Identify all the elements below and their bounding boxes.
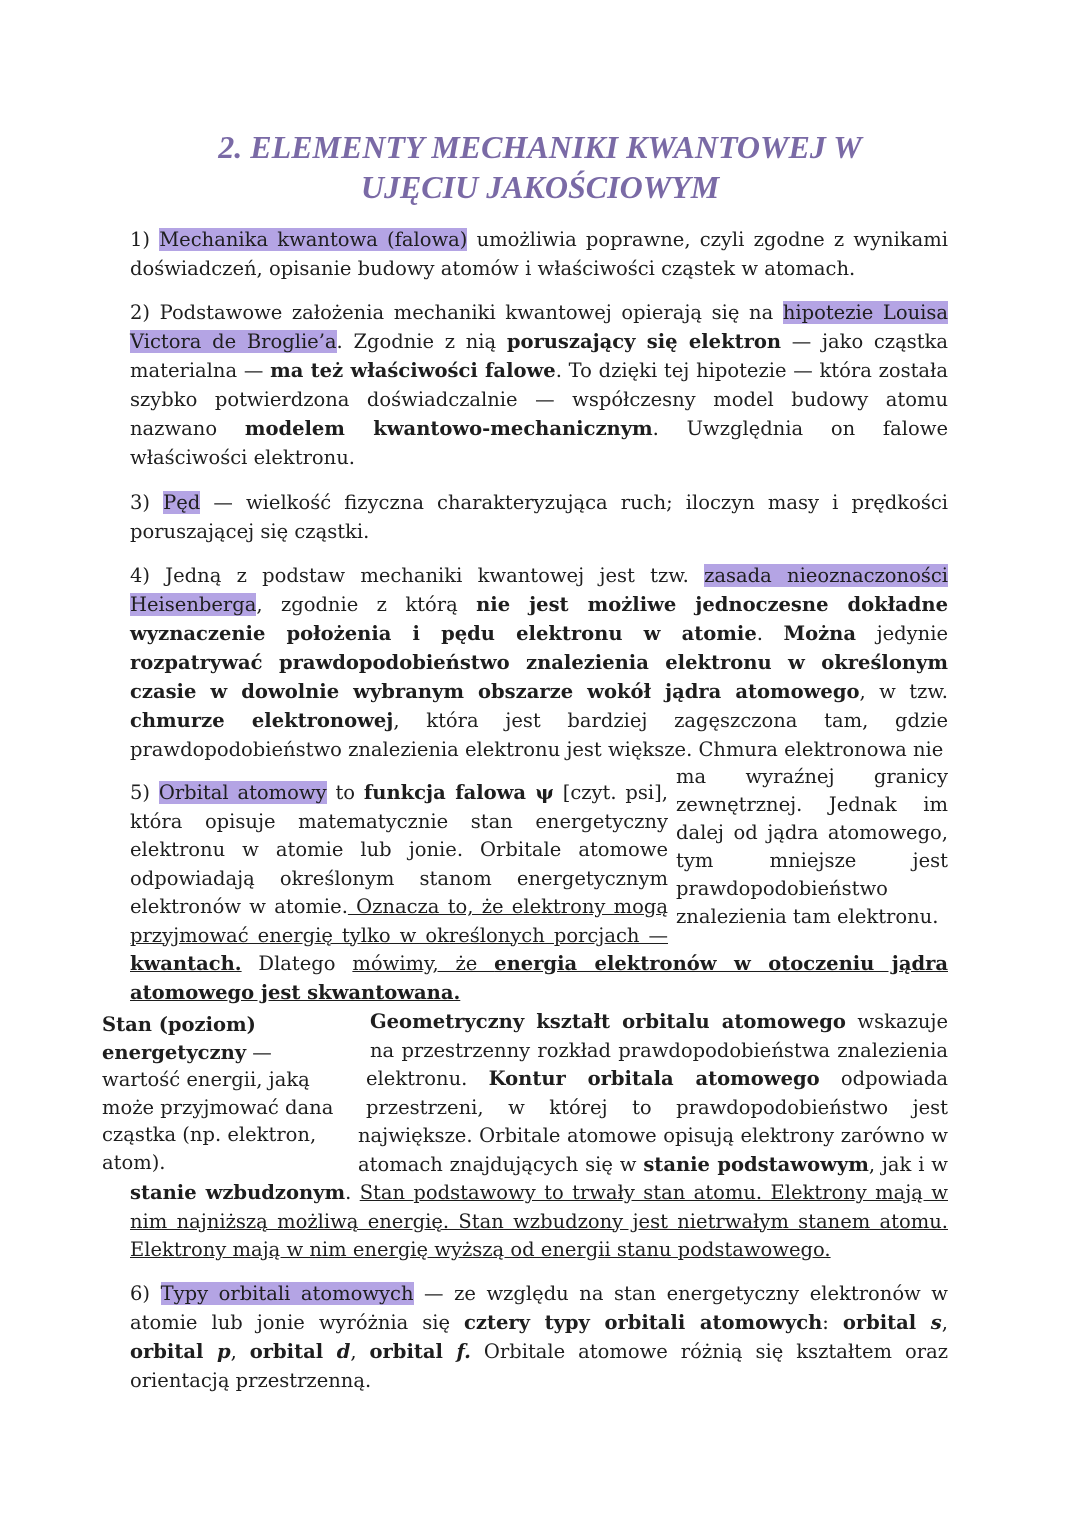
orbital-letter: d bbox=[336, 1340, 351, 1363]
orbital-letter: s bbox=[930, 1311, 942, 1334]
bold-text: stanie wzbudzonym bbox=[130, 1181, 346, 1204]
sidebar-note: ma wyraźnej granicy zewnętrznej. Jednak im dalej od jądra atomowego, tym mniejsze jest prawdopodobieństwo znalezienia tam elektronu. bbox=[676, 765, 948, 928]
bold-text: Można bbox=[783, 622, 856, 645]
paragraph-4 bbox=[130, 561, 948, 764]
bold-text: modelem kwantowo-mechanicznym bbox=[244, 417, 653, 440]
bold-underlined-text: kwantach. bbox=[130, 952, 242, 975]
paragraph-text: , bbox=[230, 1340, 250, 1363]
paragraph-text: umożliwia poprawne, czyli zgodne z wynikami doświadczeń, opisanie budowy atomów i właściwości cząstek w atomach. bbox=[130, 228, 949, 280]
paragraph-5 bbox=[130, 765, 948, 1007]
highlight-term: Typy orbitali atomowych bbox=[160, 1282, 414, 1305]
paragraph-text: — ze względu na stan energetyczny elektronów w atomie lub jonie wyróżnia się bbox=[130, 1282, 948, 1334]
item-number: 3) bbox=[130, 491, 164, 514]
bold-text: orbital bbox=[369, 1340, 457, 1363]
paragraph-text: [czyt. psi], która opisuje matematycznie stan energetyczny elektronu w atomie lub jonie. Orbitale atomowe odpowiadają określonym stanom energetycznym elektronów w atomie. bbox=[130, 781, 668, 918]
highlight-term: hipotezie Louisa Victora de Broglie’a bbox=[130, 301, 948, 353]
bold-text: stanie podstawowym bbox=[643, 1152, 869, 1176]
paragraph-text: . Zgodnie z nią bbox=[336, 330, 507, 353]
paragraph-text: : bbox=[822, 1311, 843, 1334]
bold-text: cztery typy orbitali atomowych bbox=[464, 1311, 823, 1334]
paragraph-text: 4) Jedną z podstaw mechaniki kwantowej jest tzw. bbox=[130, 564, 705, 587]
item-number: 1) bbox=[130, 228, 160, 251]
paragraph-text: odpowiada przestrzeni, w której to prawdopodobieństwo jest największe. Orbitale atomowe opisują elektrony zarówno w atomach znajdujących się w bbox=[358, 1067, 949, 1176]
paragraph-text: . bbox=[756, 622, 784, 645]
bold-text: orbital bbox=[130, 1340, 217, 1363]
item-number: 6) bbox=[130, 1282, 161, 1305]
highlight-term: zasada nieoznaczoności Heisenberga bbox=[130, 564, 948, 616]
paragraph-text: — wielkość fizyczna charakteryzująca ruch; iloczyn masy i prędkości poruszającej się cząstki. bbox=[130, 491, 949, 543]
item-number: 5) bbox=[130, 781, 159, 804]
bold-text: nie jest możliwe jednoczesne dokładne wyznaczenie położenia i pędu elektronu w atomie bbox=[130, 593, 948, 645]
paragraph-text: , zgodnie z którą bbox=[256, 593, 477, 616]
highlight-term: Orbital atomowy bbox=[158, 781, 327, 804]
paragraph-3 bbox=[130, 488, 948, 546]
highlight-term: Mechanika kwantowa (falowa) bbox=[159, 228, 468, 251]
highlight-term: Pęd bbox=[163, 491, 201, 514]
orbital-letter: p bbox=[216, 1340, 231, 1363]
bold-text: orbital bbox=[249, 1340, 337, 1363]
bold-text: poruszający się elektron bbox=[506, 330, 782, 353]
title-line-1: 2. ELEMENTY MECHANIKI KWANTOWEJ W bbox=[218, 129, 862, 165]
paragraph-1 bbox=[130, 225, 948, 283]
underlined-text: Oznacza to, że elektrony mogą przyjmować energię tylko w określonych porcjach — bbox=[130, 895, 668, 947]
paragraph-text: , w tzw. bbox=[859, 680, 948, 703]
paragraph-text: Orbitale atomowe różnią się kształtem oraz orientacją przestrzenną. bbox=[130, 1340, 948, 1392]
page-title bbox=[130, 127, 950, 207]
float-spacer bbox=[130, 1008, 370, 1168]
orbital-letter: f. bbox=[456, 1340, 471, 1363]
definition-term: Stan (poziom) energetyczny bbox=[102, 1013, 256, 1064]
paragraph-text: 2) Podstawowe założenia mechaniki kwantowej opierają się na bbox=[130, 301, 783, 324]
paragraph-text: , która jest bardziej zagęszczona tam, gdzie prawdopodobieństwo znalezienia elektronu jest większe. Chmura elektronowa nie bbox=[130, 709, 948, 761]
paragraph-text: Dlatego bbox=[241, 952, 353, 975]
paragraph-geometry bbox=[130, 1008, 948, 1265]
bold-text: ma też właściwości falowe bbox=[270, 359, 556, 382]
definition-text: — wartość energii, jaką może przyjmować dana cząstka (np. elektron, atom). bbox=[102, 1040, 334, 1174]
bold-text: rozpatrywać prawdopodobieństwo znalezienia elektronu w określonym czasie w dowolnie wybranym obszarze wokół jądra atomowego bbox=[130, 651, 948, 703]
paragraph-text: jedynie bbox=[856, 622, 948, 645]
paragraph-text: — jako cząstka materialna — bbox=[130, 330, 948, 382]
paragraph-text: to bbox=[326, 781, 364, 804]
paragraph-2 bbox=[130, 298, 948, 472]
title-line-2: UJĘCIU JAKOŚCIOWYM bbox=[360, 169, 720, 205]
paragraph-text: . Uwzględnia on falowe właściwości elektronu. bbox=[130, 417, 948, 469]
underlined-text: mówimy, że bbox=[352, 952, 495, 975]
underlined-text: Stan podstawowy to trwały stan atomu. Elektrony mają w nim najniższą możliwą energię. Stan wzbudzony jest nietrwałym stanem atomu. Elektrony mają w nim energię wyższą od energii stanu podstawowego. bbox=[130, 1181, 948, 1261]
bold-text: Kontur orbitala atomowego bbox=[488, 1067, 820, 1090]
paragraph-text: , jak i w bbox=[868, 1152, 949, 1176]
bold-text: orbital bbox=[842, 1311, 931, 1334]
bold-text: Geometryczny kształt orbitalu atomowego bbox=[370, 1010, 846, 1033]
bold-text: funkcja falowa ψ bbox=[363, 781, 554, 804]
bold-text: chmurze elektronowej bbox=[130, 709, 394, 732]
paragraph-text: wskazuje na przestrzenny rozkład prawdopodobieństwa znalezienia elektronu. bbox=[366, 1010, 948, 1090]
paragraph-6 bbox=[130, 1279, 948, 1395]
paragraph-text: . To dzięki tej hipotezie — która została szybko potwierdzona doświadczalnie — współczesny model budowy atomu nazwano bbox=[130, 359, 948, 440]
bold-underlined-text: energia elektronów w otoczeniu jądra atomowego jest skwantowana. bbox=[130, 952, 948, 1004]
paragraph-text: , bbox=[350, 1340, 370, 1363]
paragraph-text: , bbox=[941, 1311, 948, 1334]
paragraph-text: . bbox=[345, 1181, 360, 1204]
